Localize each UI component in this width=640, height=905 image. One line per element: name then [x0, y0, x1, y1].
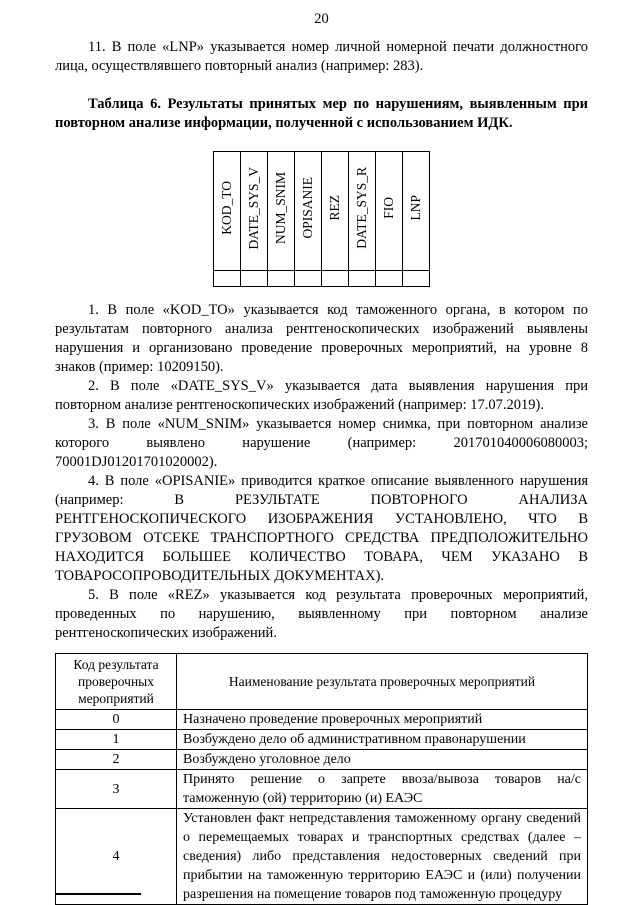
result-name: Установлен факт непредставления таможенному органу сведений о перемещаемых товарах и транспортных средствах (далее – сведения) либо представления недостоверных сведений при прибытии на таможенную территорию ЕАЭС и (или) получении разрешения на помещение товаров под таможенную процедуру	[177, 809, 588, 905]
field-column-header	[268, 152, 295, 271]
result-name: Возбуждено уголовное дело	[177, 750, 588, 770]
result-name: Возбуждено дело об административном правонарушении	[177, 730, 588, 750]
paragraph-3: 3. В поле «NUM_SNIM» указывается номер снимка, при повторном анализе которого выявлено нарушение (например: 201701040006080003; 70001DJ01201701020002).	[55, 416, 588, 470]
empty-cell	[322, 271, 349, 287]
field-column-header	[376, 152, 403, 271]
table6-fields-table	[213, 151, 430, 287]
field-column-label: NUM_SNIM	[273, 171, 289, 244]
field-column-label: KOD_TO	[219, 181, 235, 235]
empty-cell	[403, 271, 430, 287]
result-name: Принято решение о запрете ввоза/вывоза товаров на/с таможенную (ой) территорию (и) ЕАЭС	[177, 770, 588, 809]
empty-cell	[241, 271, 268, 287]
paragraph-2: 2. В поле «DATE_SYS_V» указывается дата выявления нарушения при повторном анализе рентгеноскопических изображений (например: 17.07.2019).	[55, 378, 588, 413]
result-code: 0	[56, 710, 177, 730]
field-column-header	[214, 152, 241, 271]
footnote-separator	[55, 893, 141, 895]
paragraph-5: 5. В поле «REZ» указывается код результата проверочных мероприятий, проведенных по нарушению, выявленному при повторном анализе рентгеноскопических изображений.	[55, 587, 588, 641]
result-code: 1	[56, 730, 177, 750]
field-column-label: LNP	[408, 195, 424, 221]
results-table	[55, 653, 588, 905]
field-column-label: DATE_SYS_R	[354, 167, 370, 249]
field-column-label: FIO	[381, 197, 397, 219]
field-column-header	[295, 152, 322, 271]
results-header-name: Наименование результата проверочных мероприятий	[177, 654, 588, 710]
fields-empty-row	[214, 271, 430, 287]
fields-header-row	[214, 152, 430, 271]
field-column-header	[241, 152, 268, 271]
results-header-code: Код результата проверочных мероприятий	[56, 654, 177, 710]
empty-cell	[349, 271, 376, 287]
result-code: 4	[56, 809, 177, 905]
field-column-header	[322, 152, 349, 271]
field-column-label: OPISANIE	[300, 177, 316, 239]
paragraph-4: 4. В поле «OPISANIE» приводится краткое описание выявленного нарушения (например: В РЕЗУЛЬТАТЕ ПОВТОРНОГО АНАЛИЗА РЕНТГЕНОСКОПИЧЕСКОГО ИЗОБРАЖЕНИЯ УСТАНОВЛЕНО, ЧТО В ГРУЗОВОМ ОТСЕКЕ ТРАНСПОРТНОГО СРЕДСТВА ПРЕДПОЛОЖИТЕЛЬНО НАХОДИТСЯ БОЛЬШЕЕ КОЛИЧЕСТВО ТОВАРА, ЧЕМ УКАЗАНО В ТОВАРОСОПРОВОДИТЕЛЬНЫХ ДОКУМЕНТАХ).	[55, 473, 588, 584]
table-row	[56, 809, 588, 905]
empty-cell	[376, 271, 403, 287]
page-number: 20	[314, 11, 329, 27]
field-column-header	[349, 152, 376, 271]
table-row	[56, 750, 588, 770]
paragraph-1: 1. В поле «KOD_TO» указывается код таможенного органа, в котором по результатам повторного анализа рентгеноскопических изображений выявлены нарушения и организовано проведение проверочных мероприятий, на уровне 8 знаков (пример: 10209150).	[55, 302, 588, 375]
field-column-label: REZ	[327, 195, 343, 221]
field-column-header	[403, 152, 430, 271]
empty-cell	[214, 271, 241, 287]
field-column-label: DATE_SYS_V	[246, 166, 262, 250]
result-code: 3	[56, 770, 177, 809]
table-row	[56, 770, 588, 809]
table-row	[56, 730, 588, 750]
table6-caption: Таблица 6. Результаты принятых мер по нарушениям, выявленным при повторном анализе информации, полученной с использованием ИДК.	[55, 96, 588, 131]
result-code: 2	[56, 750, 177, 770]
empty-cell	[295, 271, 322, 287]
paragraph-11: 11. В поле «LNP» указывается номер личной номерной печати должностного лица, осуществлявшего повторный анализ (например: 283).	[55, 39, 588, 74]
table-row	[56, 710, 588, 730]
results-header-row	[56, 654, 588, 710]
empty-cell	[268, 271, 295, 287]
result-name: Назначено проведение проверочных мероприятий	[177, 710, 588, 730]
